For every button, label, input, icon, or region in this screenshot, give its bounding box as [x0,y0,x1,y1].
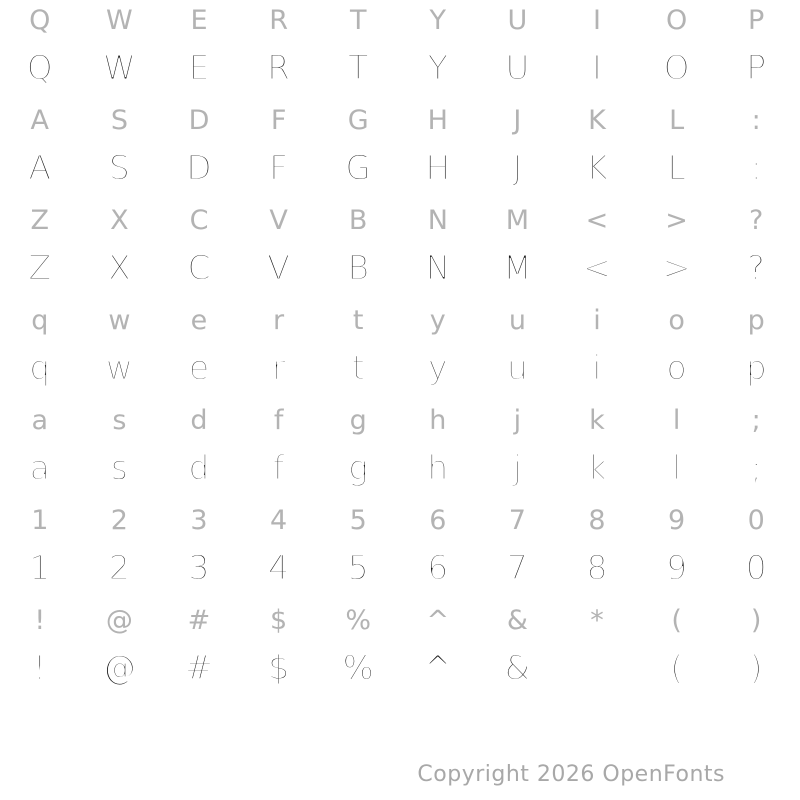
uppercase-qwerty-row-specimen [0,40,796,94]
lowercase-home-row-specimen [0,440,796,494]
glyph-cell: ; [751,404,761,436]
glyph-cell: U [505,47,530,87]
digits-row-specimen [0,540,796,594]
uppercase-bottom-row-pair [0,200,796,300]
symbols-row-pair [0,600,796,700]
glyph-cell: f [273,404,284,436]
glyph-cell: K [586,147,608,187]
glyph-cell: F [269,147,289,187]
glyph-cell: T [348,47,369,87]
glyph-cell: % [345,604,372,636]
glyph-cell: V [269,204,288,236]
glyph-cell: $ [268,647,290,687]
glyph-cell: 2 [110,504,128,536]
glyph-cell: ^ [426,604,450,636]
glyph-cell: ! [34,604,46,636]
glyph-cell: y [428,347,448,387]
lowercase-qwerty-row-specimen [0,340,796,394]
uppercase-home-row-reference [0,100,796,140]
glyph-cell: u [506,347,528,387]
glyph-cell: R [267,47,291,87]
digits-row-pair [0,500,796,600]
glyph-cell: G [347,104,369,136]
glyph-cell: f [272,447,285,487]
glyph-cell: H [425,147,451,187]
glyph-cell: u [508,304,526,336]
glyph-cell: J [513,104,522,136]
glyph-cell: y [429,304,446,336]
glyph-cell: T [349,4,367,36]
glyph-cell: ) [750,604,762,636]
glyph-cell: s [110,447,128,487]
glyph-cell: I [592,47,602,87]
glyph-cell: r [273,304,285,336]
glyph-cell: h [427,447,449,487]
lowercase-home-row-reference [0,400,796,440]
glyph-cell: D [186,147,212,187]
glyph-cell: t [352,304,364,336]
copyright-text: Copyright 2026 OpenFonts [417,762,725,787]
uppercase-qwerty-row-pair [0,0,796,100]
glyph-cell: Q [29,4,51,36]
glyph-cell: Y [427,47,448,87]
glyph-cell: ? [747,247,765,287]
glyph-cell: ^ [423,647,452,687]
glyph-cell: o [666,347,687,387]
uppercase-bottom-row-specimen [0,240,796,294]
glyph-cell: 5 [347,547,369,587]
glyph-cell: H [427,104,448,136]
glyph-cell: l [672,404,681,436]
glyph-cell: & [504,647,531,687]
glyph-cell: O [665,4,688,36]
glyph-cell: 0 [747,504,765,536]
glyph-cell: Z [28,247,52,287]
glyph-cell: d [190,404,208,436]
glyph-cell: t [351,347,365,387]
glyph-cell: q [31,304,49,336]
glyph-cell: P [748,4,765,36]
glyph-cell: M [505,204,530,236]
digits-row-reference [0,500,796,540]
glyph-cell: ( [671,604,682,636]
glyph-cell: V [267,247,290,287]
glyph-cell: R [269,4,288,36]
glyph-cell: B [347,247,369,287]
glyph-cell: 8 [586,547,608,587]
glyph-cell: < [585,204,609,236]
glyph-cell: ! [33,647,47,687]
glyph-cell: 9 [668,504,686,536]
glyph-cell: w [108,304,131,336]
symbols-row-specimen [0,640,796,694]
glyph-cell: @ [102,647,136,687]
glyph-cell: 3 [190,504,208,536]
glyph-cell: k [589,404,605,436]
glyph-cell: < [583,247,611,287]
glyph-cell: W [106,4,133,36]
glyph-cell: e [190,304,208,336]
glyph-cell: C [189,204,209,236]
glyph-cell: O [663,47,690,87]
uppercase-home-row-pair [0,100,796,200]
glyph-cell: X [110,204,129,236]
lowercase-home-row-pair [0,400,796,500]
glyph-cell: A [28,147,52,187]
glyph-cell: > [665,204,688,236]
glyph-cell: Z [30,204,50,236]
glyph-cell: ) [749,647,763,687]
glyph-cell: & [506,604,528,636]
glyph-cell: l [672,447,682,487]
glyph-cell: 9 [666,547,688,587]
glyph-cell: g [348,447,369,487]
lowercase-qwerty-row-pair [0,300,796,400]
glyph-cell: J [512,147,523,187]
glyph-cell: N [425,247,451,287]
glyph-cell: L [669,104,685,136]
glyph-cell: W [103,47,136,87]
glyph-cell: 6 [429,504,447,536]
glyph-cell: h [429,404,447,436]
glyph-cell: ( [670,647,684,687]
glyph-cell: K [588,104,606,136]
glyph-cell: 1 [29,547,51,587]
glyph-cell: L [667,147,686,187]
glyph-cell: % [342,647,374,687]
glyph-cell: F [270,104,287,136]
glyph-cell: ; [750,447,762,487]
glyph-cell: d [188,447,210,487]
glyph-cell: p [747,304,765,336]
glyph-cell: j [512,447,522,487]
glyph-cell: 5 [349,504,367,536]
lowercase-qwerty-row-reference [0,300,796,340]
glyph-cell: 2 [108,547,130,587]
uppercase-qwerty-row-reference [0,0,796,40]
glyph-cell: 7 [508,504,526,536]
glyph-cell: B [348,204,368,236]
glyph-cell: $ [270,604,288,636]
glyph-cell: 3 [188,547,210,587]
glyph-cell: S [110,104,128,136]
glyph-cell: 0 [745,547,767,587]
glyph-cell: g [349,404,367,436]
glyph-cell: r [271,347,286,387]
glyph-cell: A [30,104,50,136]
glyph-cell: M [503,247,532,287]
glyph-cell: o [668,304,685,336]
glyph-cell: 1 [31,504,49,536]
uppercase-bottom-row-reference [0,200,796,240]
glyph-cell: i [592,347,602,387]
glyph-cell: k [587,447,607,487]
glyph-cell: ? [749,204,764,236]
glyph-cell: N [427,204,448,236]
uppercase-home-row-specimen [0,140,796,194]
glyph-cell: Y [429,4,447,36]
glyph-cell: e [188,347,210,387]
glyph-cell: > [662,247,691,287]
glyph-cell: I [593,4,601,36]
glyph-cell: p [745,347,767,387]
glyph-cell: a [31,404,49,436]
glyph-cell: P [746,47,767,87]
glyph-cell: # [185,647,213,687]
glyph-cell: G [345,147,371,187]
glyph-cell: q [29,347,51,387]
glyph-cell: w [105,347,133,387]
glyph-cell: : [751,104,761,136]
glyph-cell: U [507,4,528,36]
glyph-cell: @ [105,604,133,636]
glyph-cell: 4 [270,504,288,536]
glyph-cell: 4 [268,547,290,587]
glyph-cell: Q [26,47,53,87]
glyph-cell: 7 [506,547,528,587]
symbols-row-reference [0,600,796,640]
glyph-cell: j [513,404,522,436]
glyph-cell: 6 [427,547,449,587]
glyph-cell: S [108,147,130,187]
glyph-cell: D [188,104,210,136]
glyph-cell: # [187,604,211,636]
glyph-cell: 8 [588,504,606,536]
glyph-cell: * [588,647,606,687]
glyph-cell: X [108,247,131,287]
glyph-cell: * [590,604,604,636]
glyph-cell: E [188,47,210,87]
glyph-cell: s [112,404,127,436]
glyph-cell: C [187,247,211,287]
glyph-cell: i [593,304,601,336]
glyph-cell: : [750,147,762,187]
glyph-cell: a [29,447,50,487]
glyph-cell: E [190,4,208,36]
